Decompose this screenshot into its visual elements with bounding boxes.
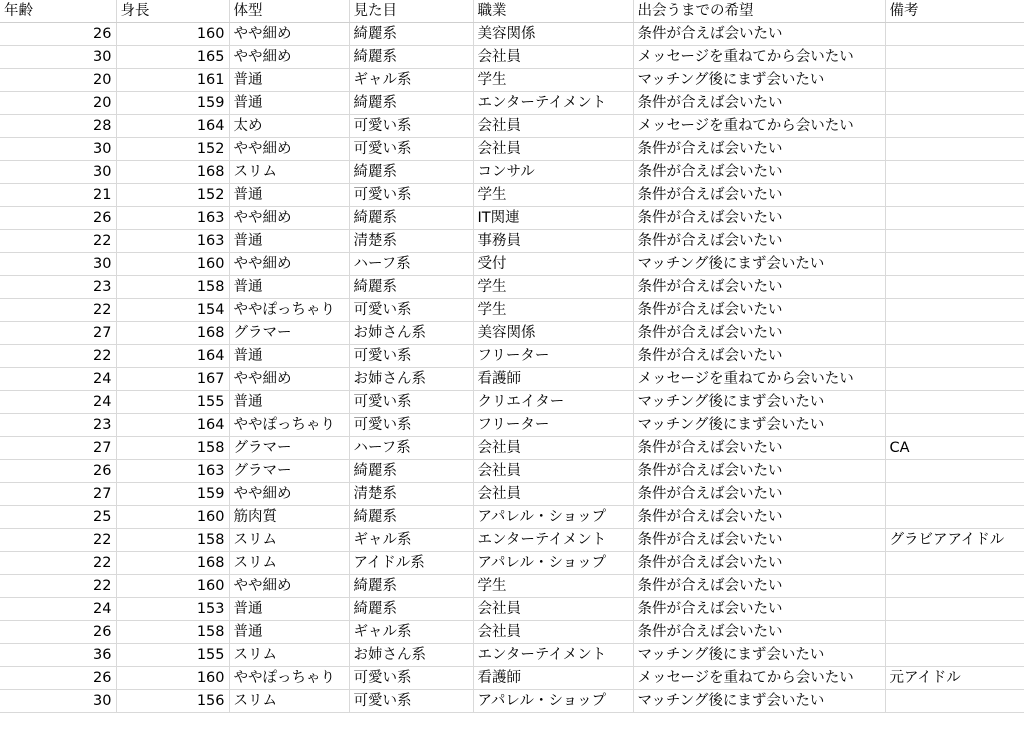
cell-occupation[interactable]: 美容関係 <box>473 23 633 46</box>
cell-occupation[interactable]: 学生 <box>473 184 633 207</box>
cell-height[interactable]: 156 <box>116 690 229 713</box>
cell-body-type[interactable]: グラマー <box>229 437 349 460</box>
cell-notes[interactable] <box>885 460 1024 483</box>
cell-body-type[interactable]: スリム <box>229 552 349 575</box>
cell-occupation[interactable]: 事務員 <box>473 230 633 253</box>
cell-appearance[interactable]: 可愛い系 <box>349 299 473 322</box>
cell-notes[interactable] <box>885 23 1024 46</box>
cell-height[interactable]: 158 <box>116 276 229 299</box>
cell-notes[interactable] <box>885 506 1024 529</box>
cell-height[interactable]: 163 <box>116 207 229 230</box>
cell-height[interactable]: 164 <box>116 115 229 138</box>
table-row <box>0 322 1024 345</box>
cell-age[interactable]: 24 <box>0 391 116 414</box>
cell-occupation[interactable]: 受付 <box>473 253 633 276</box>
cell-body-type[interactable]: 普通 <box>229 92 349 115</box>
cell-meeting-preference[interactable]: 条件が合えば会いたい <box>633 322 885 345</box>
cell-age[interactable]: 24 <box>0 598 116 621</box>
table-row <box>0 690 1024 713</box>
cell-notes[interactable] <box>885 276 1024 299</box>
cell-age[interactable]: 22 <box>0 299 116 322</box>
cell-age[interactable]: 26 <box>0 621 116 644</box>
cell-notes[interactable] <box>885 345 1024 368</box>
cell-height[interactable]: 159 <box>116 92 229 115</box>
cell-appearance[interactable]: ハーフ系 <box>349 437 473 460</box>
cell-appearance[interactable]: 綺麗系 <box>349 92 473 115</box>
cell-age[interactable]: 22 <box>0 552 116 575</box>
table-row <box>0 92 1024 115</box>
table-row <box>0 552 1024 575</box>
cell-meeting-preference[interactable]: メッセージを重ねてから会いたい <box>633 667 885 690</box>
cell-meeting-preference[interactable]: 条件が合えば会いたい <box>633 506 885 529</box>
cell-meeting-preference[interactable]: メッセージを重ねてから会いたい <box>633 46 885 69</box>
cell-notes[interactable] <box>885 207 1024 230</box>
cell-height[interactable]: 161 <box>116 69 229 92</box>
table-row <box>0 46 1024 69</box>
cell-body-type[interactable]: グラマー <box>229 460 349 483</box>
cell-height[interactable]: 164 <box>116 345 229 368</box>
cell-notes[interactable] <box>885 414 1024 437</box>
cell-body-type[interactable]: やや細め <box>229 483 349 506</box>
cell-age[interactable]: 30 <box>0 690 116 713</box>
table-row <box>0 184 1024 207</box>
cell-appearance[interactable]: アイドル系 <box>349 552 473 575</box>
cell-occupation[interactable]: エンターテイメント <box>473 92 633 115</box>
cell-meeting-preference[interactable]: 条件が合えば会いたい <box>633 207 885 230</box>
cell-occupation[interactable]: 会社員 <box>473 460 633 483</box>
table-row <box>0 506 1024 529</box>
table-row <box>0 437 1024 460</box>
cell-notes[interactable] <box>885 92 1024 115</box>
cell-appearance[interactable]: 清楚系 <box>349 483 473 506</box>
cell-age[interactable]: 30 <box>0 253 116 276</box>
cell-notes[interactable] <box>885 322 1024 345</box>
table-row <box>0 115 1024 138</box>
cell-age[interactable]: 28 <box>0 115 116 138</box>
cell-notes[interactable] <box>885 644 1024 667</box>
cell-appearance[interactable]: 可愛い系 <box>349 414 473 437</box>
cell-age[interactable]: 27 <box>0 483 116 506</box>
cell-occupation[interactable]: エンターテイメント <box>473 529 633 552</box>
cell-occupation[interactable]: アパレル・ショップ <box>473 552 633 575</box>
header-cell-height[interactable]: 身長 <box>116 0 229 23</box>
cell-meeting-preference[interactable]: 条件が合えば会いたい <box>633 552 885 575</box>
cell-body-type[interactable]: 普通 <box>229 391 349 414</box>
cell-notes[interactable] <box>885 690 1024 713</box>
cell-meeting-preference[interactable]: 条件が合えば会いたい <box>633 138 885 161</box>
cell-age[interactable]: 22 <box>0 529 116 552</box>
cell-height[interactable]: 154 <box>116 299 229 322</box>
cell-appearance[interactable]: ハーフ系 <box>349 253 473 276</box>
cell-occupation[interactable]: エンターテイメント <box>473 644 633 667</box>
cell-age[interactable]: 22 <box>0 345 116 368</box>
cell-meeting-preference[interactable]: 条件が合えば会いたい <box>633 437 885 460</box>
cell-body-type[interactable]: 普通 <box>229 621 349 644</box>
cell-height[interactable]: 165 <box>116 46 229 69</box>
cell-age[interactable]: 22 <box>0 575 116 598</box>
cell-occupation[interactable]: フリーター <box>473 345 633 368</box>
cell-occupation[interactable]: 看護師 <box>473 667 633 690</box>
cell-body-type[interactable]: 普通 <box>229 184 349 207</box>
cell-notes[interactable] <box>885 115 1024 138</box>
cell-body-type[interactable]: スリム <box>229 644 349 667</box>
cell-age[interactable]: 26 <box>0 460 116 483</box>
table-row <box>0 299 1024 322</box>
table-row <box>0 138 1024 161</box>
cell-meeting-preference[interactable]: マッチング後にまず会いたい <box>633 644 885 667</box>
cell-meeting-preference[interactable]: 条件が合えば会いたい <box>633 483 885 506</box>
cell-meeting-preference[interactable]: 条件が合えば会いたい <box>633 23 885 46</box>
cell-height[interactable]: 168 <box>116 161 229 184</box>
cell-notes[interactable] <box>885 230 1024 253</box>
table-row <box>0 460 1024 483</box>
cell-meeting-preference[interactable]: マッチング後にまず会いたい <box>633 414 885 437</box>
header-cell-meeting-preference[interactable]: 出会うまでの希望 <box>633 0 885 23</box>
cell-appearance[interactable]: 清楚系 <box>349 230 473 253</box>
cell-appearance[interactable]: 可愛い系 <box>349 138 473 161</box>
cell-body-type[interactable]: 普通 <box>229 230 349 253</box>
cell-occupation[interactable]: 会社員 <box>473 483 633 506</box>
cell-occupation[interactable]: アパレル・ショップ <box>473 506 633 529</box>
cell-appearance[interactable]: 綺麗系 <box>349 460 473 483</box>
cell-meeting-preference[interactable]: 条件が合えば会いたい <box>633 184 885 207</box>
cell-occupation[interactable]: コンサル <box>473 161 633 184</box>
cell-height[interactable]: 160 <box>116 23 229 46</box>
cell-meeting-preference[interactable]: 条件が合えば会いたい <box>633 345 885 368</box>
cell-age[interactable]: 23 <box>0 414 116 437</box>
cell-meeting-preference[interactable]: メッセージを重ねてから会いたい <box>633 368 885 391</box>
cell-meeting-preference[interactable]: 条件が合えば会いたい <box>633 529 885 552</box>
table-row <box>0 69 1024 92</box>
cell-height[interactable]: 160 <box>116 506 229 529</box>
cell-notes[interactable] <box>885 368 1024 391</box>
cell-age[interactable]: 20 <box>0 92 116 115</box>
cell-notes[interactable] <box>885 552 1024 575</box>
cell-meeting-preference[interactable]: マッチング後にまず会いたい <box>633 391 885 414</box>
table-row <box>0 345 1024 368</box>
cell-appearance[interactable]: お姉さん系 <box>349 644 473 667</box>
cell-body-type[interactable]: やや細め <box>229 46 349 69</box>
cell-body-type[interactable]: ややぽっちゃり <box>229 299 349 322</box>
cell-notes[interactable] <box>885 598 1024 621</box>
cell-body-type[interactable]: やや細め <box>229 23 349 46</box>
cell-occupation[interactable]: 会社員 <box>473 138 633 161</box>
cell-notes[interactable]: グラビアアイドル <box>885 529 1024 552</box>
cell-occupation[interactable]: 学生 <box>473 575 633 598</box>
cell-height[interactable]: 159 <box>116 483 229 506</box>
cell-body-type[interactable]: 太め <box>229 115 349 138</box>
cell-appearance[interactable]: 綺麗系 <box>349 23 473 46</box>
cell-age[interactable]: 30 <box>0 46 116 69</box>
cell-notes[interactable] <box>885 621 1024 644</box>
cell-body-type[interactable]: 普通 <box>229 276 349 299</box>
cell-notes[interactable] <box>885 391 1024 414</box>
table-row <box>0 414 1024 437</box>
cell-body-type[interactable]: やや細め <box>229 575 349 598</box>
cell-occupation[interactable]: 美容関係 <box>473 322 633 345</box>
cell-height[interactable]: 168 <box>116 322 229 345</box>
cell-appearance[interactable]: 可愛い系 <box>349 184 473 207</box>
cell-appearance[interactable]: 可愛い系 <box>349 115 473 138</box>
cell-notes[interactable] <box>885 161 1024 184</box>
cell-body-type[interactable]: やや細め <box>229 138 349 161</box>
cell-appearance[interactable]: ギャル系 <box>349 529 473 552</box>
cell-appearance[interactable]: 綺麗系 <box>349 276 473 299</box>
cell-occupation[interactable]: 学生 <box>473 276 633 299</box>
cell-appearance[interactable]: ギャル系 <box>349 621 473 644</box>
cell-height[interactable]: 163 <box>116 230 229 253</box>
cell-occupation[interactable]: 会社員 <box>473 598 633 621</box>
cell-appearance[interactable]: 綺麗系 <box>349 46 473 69</box>
cell-meeting-preference[interactable]: マッチング後にまず会いたい <box>633 690 885 713</box>
cell-body-type[interactable]: スリム <box>229 161 349 184</box>
table-row <box>0 161 1024 184</box>
header-cell-age[interactable]: 年齢 <box>0 0 116 23</box>
cell-age[interactable]: 27 <box>0 437 116 460</box>
table-row <box>0 368 1024 391</box>
table-row <box>0 598 1024 621</box>
cell-body-type[interactable]: 普通 <box>229 598 349 621</box>
table-row <box>0 23 1024 46</box>
cell-height[interactable]: 168 <box>116 552 229 575</box>
cell-notes[interactable]: 元アイドル <box>885 667 1024 690</box>
cell-body-type[interactable]: 普通 <box>229 69 349 92</box>
cell-body-type[interactable]: 普通 <box>229 345 349 368</box>
cell-occupation[interactable]: フリーター <box>473 414 633 437</box>
cell-appearance[interactable]: 綺麗系 <box>349 161 473 184</box>
cell-occupation[interactable]: 会社員 <box>473 46 633 69</box>
cell-body-type[interactable]: ややぽっちゃり <box>229 667 349 690</box>
cell-body-type[interactable]: 筋肉質 <box>229 506 349 529</box>
cell-age[interactable]: 26 <box>0 23 116 46</box>
cell-height[interactable]: 155 <box>116 391 229 414</box>
cell-appearance[interactable]: 綺麗系 <box>349 207 473 230</box>
table-row <box>0 529 1024 552</box>
cell-notes[interactable]: CA <box>885 437 1024 460</box>
cell-age[interactable]: 27 <box>0 322 116 345</box>
cell-age[interactable]: 30 <box>0 138 116 161</box>
cell-meeting-preference[interactable]: 条件が合えば会いたい <box>633 92 885 115</box>
cell-appearance[interactable]: 綺麗系 <box>349 598 473 621</box>
cell-height[interactable]: 153 <box>116 598 229 621</box>
cell-height[interactable]: 158 <box>116 529 229 552</box>
cell-height[interactable]: 160 <box>116 667 229 690</box>
cell-meeting-preference[interactable]: 条件が合えば会いたい <box>633 299 885 322</box>
cell-appearance[interactable]: 綺麗系 <box>349 575 473 598</box>
cell-appearance[interactable]: 綺麗系 <box>349 506 473 529</box>
cell-age[interactable]: 20 <box>0 69 116 92</box>
cell-notes[interactable] <box>885 138 1024 161</box>
cell-body-type[interactable]: やや細め <box>229 368 349 391</box>
table-row <box>0 483 1024 506</box>
header-cell-notes[interactable]: 備考 <box>885 0 1024 23</box>
cell-body-type[interactable]: やや細め <box>229 253 349 276</box>
cell-age[interactable]: 36 <box>0 644 116 667</box>
cell-notes[interactable] <box>885 299 1024 322</box>
cell-meeting-preference[interactable]: 条件が合えば会いたい <box>633 598 885 621</box>
header-cell-body-type[interactable]: 体型 <box>229 0 349 23</box>
header-cell-appearance[interactable]: 見た目 <box>349 0 473 23</box>
cell-age[interactable]: 24 <box>0 368 116 391</box>
cell-occupation[interactable]: 会社員 <box>473 115 633 138</box>
cell-appearance[interactable]: お姉さん系 <box>349 368 473 391</box>
cell-body-type[interactable]: やや細め <box>229 207 349 230</box>
cell-height[interactable]: 155 <box>116 644 229 667</box>
cell-body-type[interactable]: スリム <box>229 690 349 713</box>
cell-meeting-preference[interactable]: 条件が合えば会いたい <box>633 230 885 253</box>
table-row <box>0 644 1024 667</box>
cell-height[interactable]: 167 <box>116 368 229 391</box>
cell-meeting-preference[interactable]: 条件が合えば会いたい <box>633 161 885 184</box>
table-row <box>0 230 1024 253</box>
cell-meeting-preference[interactable]: マッチング後にまず会いたい <box>633 69 885 92</box>
cell-occupation[interactable]: 学生 <box>473 69 633 92</box>
cell-occupation[interactable]: 会社員 <box>473 621 633 644</box>
table-row <box>0 253 1024 276</box>
cell-age[interactable]: 26 <box>0 667 116 690</box>
cell-occupation[interactable]: 看護師 <box>473 368 633 391</box>
table-row <box>0 276 1024 299</box>
cell-meeting-preference[interactable]: 条件が合えば会いたい <box>633 575 885 598</box>
cell-body-type[interactable]: グラマー <box>229 322 349 345</box>
cell-height[interactable]: 160 <box>116 253 229 276</box>
cell-notes[interactable] <box>885 483 1024 506</box>
table-row <box>0 621 1024 644</box>
cell-occupation[interactable]: 会社員 <box>473 437 633 460</box>
cell-appearance[interactable]: 可愛い系 <box>349 391 473 414</box>
cell-meeting-preference[interactable]: 条件が合えば会いたい <box>633 276 885 299</box>
table-row <box>0 667 1024 690</box>
table-row <box>0 207 1024 230</box>
cell-notes[interactable] <box>885 46 1024 69</box>
table-row <box>0 391 1024 414</box>
cell-appearance[interactable]: 可愛い系 <box>349 345 473 368</box>
cell-age[interactable]: 25 <box>0 506 116 529</box>
cell-notes[interactable] <box>885 253 1024 276</box>
cell-height[interactable]: 158 <box>116 621 229 644</box>
cell-notes[interactable] <box>885 184 1024 207</box>
table-row <box>0 575 1024 598</box>
cell-notes[interactable] <box>885 575 1024 598</box>
cell-meeting-preference[interactable]: 条件が合えば会いたい <box>633 621 885 644</box>
cell-appearance[interactable]: 可愛い系 <box>349 690 473 713</box>
cell-notes[interactable] <box>885 69 1024 92</box>
cell-body-type[interactable]: ややぽっちゃり <box>229 414 349 437</box>
cell-appearance[interactable]: 可愛い系 <box>349 667 473 690</box>
cell-age[interactable]: 23 <box>0 276 116 299</box>
cell-age[interactable]: 30 <box>0 161 116 184</box>
cell-appearance[interactable]: お姉さん系 <box>349 322 473 345</box>
cell-occupation[interactable]: アパレル・ショップ <box>473 690 633 713</box>
cell-height[interactable]: 163 <box>116 460 229 483</box>
cell-meeting-preference[interactable]: 条件が合えば会いたい <box>633 460 885 483</box>
cell-meeting-preference[interactable]: メッセージを重ねてから会いたい <box>633 115 885 138</box>
cell-age[interactable]: 21 <box>0 184 116 207</box>
cell-occupation[interactable]: 学生 <box>473 299 633 322</box>
cell-height[interactable]: 158 <box>116 437 229 460</box>
header-cell-occupation[interactable]: 職業 <box>473 0 633 23</box>
cell-appearance[interactable]: ギャル系 <box>349 69 473 92</box>
cell-occupation[interactable]: クリエイター <box>473 391 633 414</box>
cell-age[interactable]: 26 <box>0 207 116 230</box>
header-row <box>0 0 1024 23</box>
cell-height[interactable]: 164 <box>116 414 229 437</box>
cell-body-type[interactable]: スリム <box>229 529 349 552</box>
cell-height[interactable]: 152 <box>116 184 229 207</box>
cell-age[interactable]: 22 <box>0 230 116 253</box>
cell-height[interactable]: 152 <box>116 138 229 161</box>
cell-meeting-preference[interactable]: マッチング後にまず会いたい <box>633 253 885 276</box>
cell-height[interactable]: 160 <box>116 575 229 598</box>
cell-occupation[interactable]: IT関連 <box>473 207 633 230</box>
